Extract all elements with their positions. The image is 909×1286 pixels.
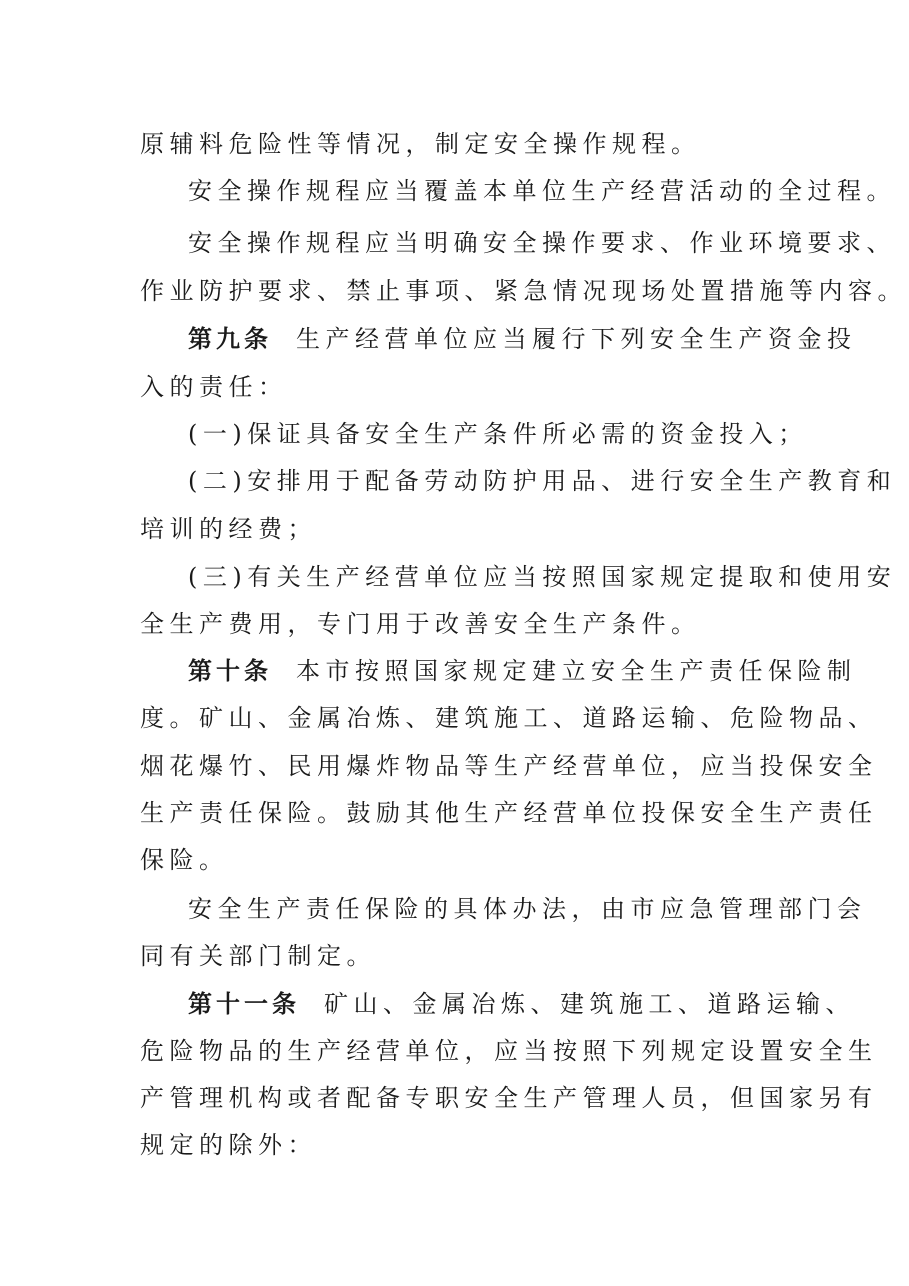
text-line (140, 1130, 317, 1160)
text-line (140, 129, 701, 159)
line-text: 原辅料危险性等情况，制定安全操作规程。 (140, 130, 701, 158)
line-text: 全生产费用，专门用于改善安全生产条件。 (140, 610, 701, 638)
text-line (188, 419, 808, 449)
text-line (188, 176, 896, 206)
text-line (188, 466, 896, 496)
line-text: (一)保证具备安全生产条件所必需的资金投入； (188, 420, 808, 448)
line-text: (二)安排用于配备劳动防护用品、进行安全生产教育和 (188, 467, 897, 495)
line-text: 度。矿山、金属冶炼、建筑施工、道路运输、危险物品、 (140, 704, 878, 732)
text-line (188, 562, 896, 592)
line-text: 保险。 (140, 846, 229, 874)
text-line (140, 798, 878, 828)
line-text: 安全操作规程应当覆盖本单位生产经营活动的全过程。 (188, 177, 896, 205)
line-text: 烟花爆竹、民用爆炸物品等生产经营单位，应当投保安全 (140, 752, 878, 780)
line-text: 产管理机构或者配备专职安全生产管理人员，但国家另有 (140, 1084, 878, 1112)
text-line (140, 372, 288, 402)
line-text: 安全生产责任保险的具体办法，由市应急管理部门会 (188, 895, 867, 923)
line-text: 入的责任： (140, 373, 288, 401)
line-text: 培训的经费； (140, 515, 317, 543)
article-line (188, 324, 857, 354)
article-heading: 第十一条 (188, 990, 300, 1018)
line-text: 本市按照国家规定建立安全生产责任保险制 (296, 657, 857, 685)
text-line (140, 751, 878, 781)
text-line (188, 894, 867, 924)
article-heading: 第九条 (188, 325, 272, 353)
text-line (140, 1083, 878, 1113)
line-text: 安全操作规程应当明确安全操作要求、作业环境要求、 (188, 229, 896, 257)
line-text: (三)有关生产经营单位应当按照国家规定提取和使用安 (188, 563, 897, 591)
line-text: 生产责任保险。鼓励其他生产经营单位投保安全生产责任 (140, 799, 878, 827)
line-text: 规定的除外： (140, 1131, 317, 1159)
text-line (140, 514, 317, 544)
line-text: 矿山、金属冶炼、建筑施工、道路运输、 (324, 990, 855, 1018)
text-line (140, 276, 907, 306)
text-line (140, 1036, 878, 1066)
text-line (140, 609, 701, 639)
text-line (188, 228, 896, 258)
text-line (140, 941, 376, 971)
text-line (140, 845, 229, 875)
line-text: 同有关部门制定。 (140, 942, 376, 970)
line-text: 生产经营单位应当履行下列安全生产资金投 (296, 325, 857, 353)
line-text: 作业防护要求、禁止事项、紧急情况现场处置措施等内容。 (140, 277, 907, 305)
article-line (188, 656, 857, 686)
article-heading: 第十条 (188, 657, 272, 685)
article-line (188, 989, 855, 1019)
line-text: 危险物品的生产经营单位，应当按照下列规定设置安全生 (140, 1037, 878, 1065)
text-line (140, 703, 878, 733)
